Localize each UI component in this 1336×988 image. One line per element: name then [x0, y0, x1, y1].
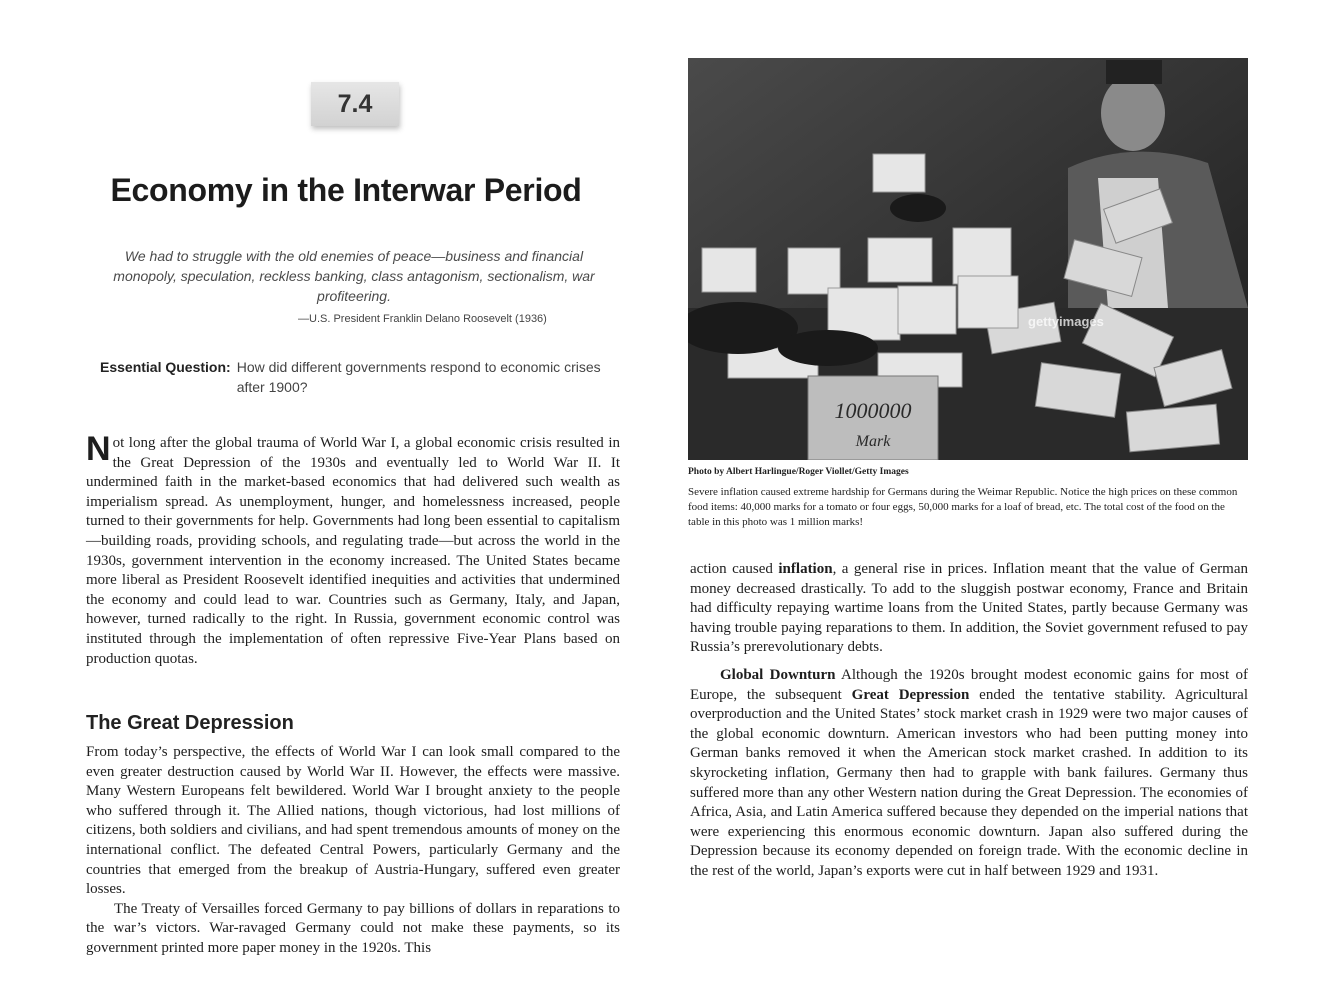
run-in-heading: Global Downturn	[720, 666, 836, 683]
text-run: action caused	[690, 561, 779, 577]
key-term: Great Depression	[851, 686, 970, 703]
essential-question-text: How did different governments respond to economic crises after 1900?	[236, 359, 601, 395]
photo-credit: Photo by Albert Harlingue/Roger Viollet/Getty Images	[688, 467, 909, 477]
text-run: Although the 1920s brought modest economic gains for most of Europe, the subsequent	[690, 666, 1248, 703]
key-term: inflation	[778, 561, 833, 577]
drop-cap: N	[86, 430, 111, 468]
essential-question-label: Essential Question:	[100, 359, 231, 375]
page-title: Economy in the Interwar Period	[110, 172, 582, 208]
intro-text: ot long after the global trauma of World War I, a global economic crisis resulted in the Great Depression of the 1930s and eventually led to World War II. It undermined faith in the market-based economics that had delivered such wealth as imperialism spread. As unemployment, hunger, and homelessness increased, people turned to their governments for help. Governments had long been essential to capitalism—building roads, providing schools, and regulating trade—but across the world in the 1930s, government intervention in the economy increased. The United States became more liberal as President Roosevelt identified inequities and activities that undermined the economy and could lead to war. Countries such as Germany, Italy, and Japan, however, turned radically to the right. In Russia, government economic control was instituted through the implementation of often repressive Five-Year Plans based on production quotas.	[86, 435, 620, 667]
historical-photo	[688, 58, 1248, 460]
great-depression-text	[86, 743, 620, 959]
section-number-badge: 7.4	[311, 82, 399, 126]
svg-text:gettyimages: gettyimages	[1028, 314, 1104, 329]
intro-paragraph	[86, 430, 620, 669]
essential-question	[100, 357, 620, 397]
text-run: ended the tentative stability. Agricultural overproduction and the United States’ stock market crash in 1929 were two major causes of the global economic downturn. American investors who had been putting money into German banks removed it when the American stock market crashed. In addition to its skyrocketing inflation, Germany then had to grapple with bank failures. Germany thus suffered more than any other Western nation during the Great Depression. The economies of Africa, Asia, and Latin America suffered because they depended on the imperial nations that were experiencing this enormous economic downturn. Japan also suffered during the Depression because its economy depended on foreign trade. With the economic decline in the rest of the world, Japan’s exports were cut in half between 1929 and 1931.	[690, 686, 1248, 879]
right-column-text	[690, 560, 1248, 890]
text-run: , a general rise in prices. Inflation meant that the value of German money decreased drastically. To add to the sluggish postwar economy, France and Britain had difficulty repaying wartime loans from the United States, partly because Germany was having trouble paying reparations to them. In addition, the Soviet government refused to pay Russia’s prerevolutionary debts.	[690, 561, 1248, 656]
photo-caption: Severe inflation caused extreme hardship for Germans during the Weimar Republic. Notice the high prices on these common food items: 40,000 marks for a tomato or four eggs, 50,000 marks for a loaf of bread, etc. The total cost of the food on the table in this photo was 1 million marks!	[688, 486, 1238, 528]
svg-text:1000000: 1000000	[834, 398, 912, 423]
paragraph	[690, 666, 1248, 882]
svg-text:Mark: Mark	[855, 433, 891, 450]
paragraph: The Treaty of Versailles forced Germany to pay billions of dollars in reparations to the war’s victors. War-ravaged Germany could not make these payments, so its government printed more paper money in the 1920s. This	[86, 900, 620, 956]
section-heading: The Great Depression	[86, 712, 294, 734]
paragraph: From today’s perspective, the effects of World War I can look small compared to the even greater destruction caused by World War II. However, the effects were massive. Many Western Europeans felt bewildered. World War I brought anxiety to the people who suffered through it. The Allied nations, though victorious, had lost millions of citizens, both soldiers and civilians, and had spent tremendous amounts of money on the international conflict. The defeated Central Powers, particularly Germany and the countries that emerged from the breakup of Austria-Hungary, suffered even greater losses.	[86, 744, 620, 898]
paragraph	[690, 560, 1248, 658]
quote-attribution: —U.S. President Franklin Delano Roosevelt (1936)	[298, 313, 547, 325]
epigraph-quote: We had to struggle with the old enemies of peace—business and financial monopoly, speculation, reckless banking, class antagonism, sectionalism, war profiteering.	[113, 248, 595, 304]
